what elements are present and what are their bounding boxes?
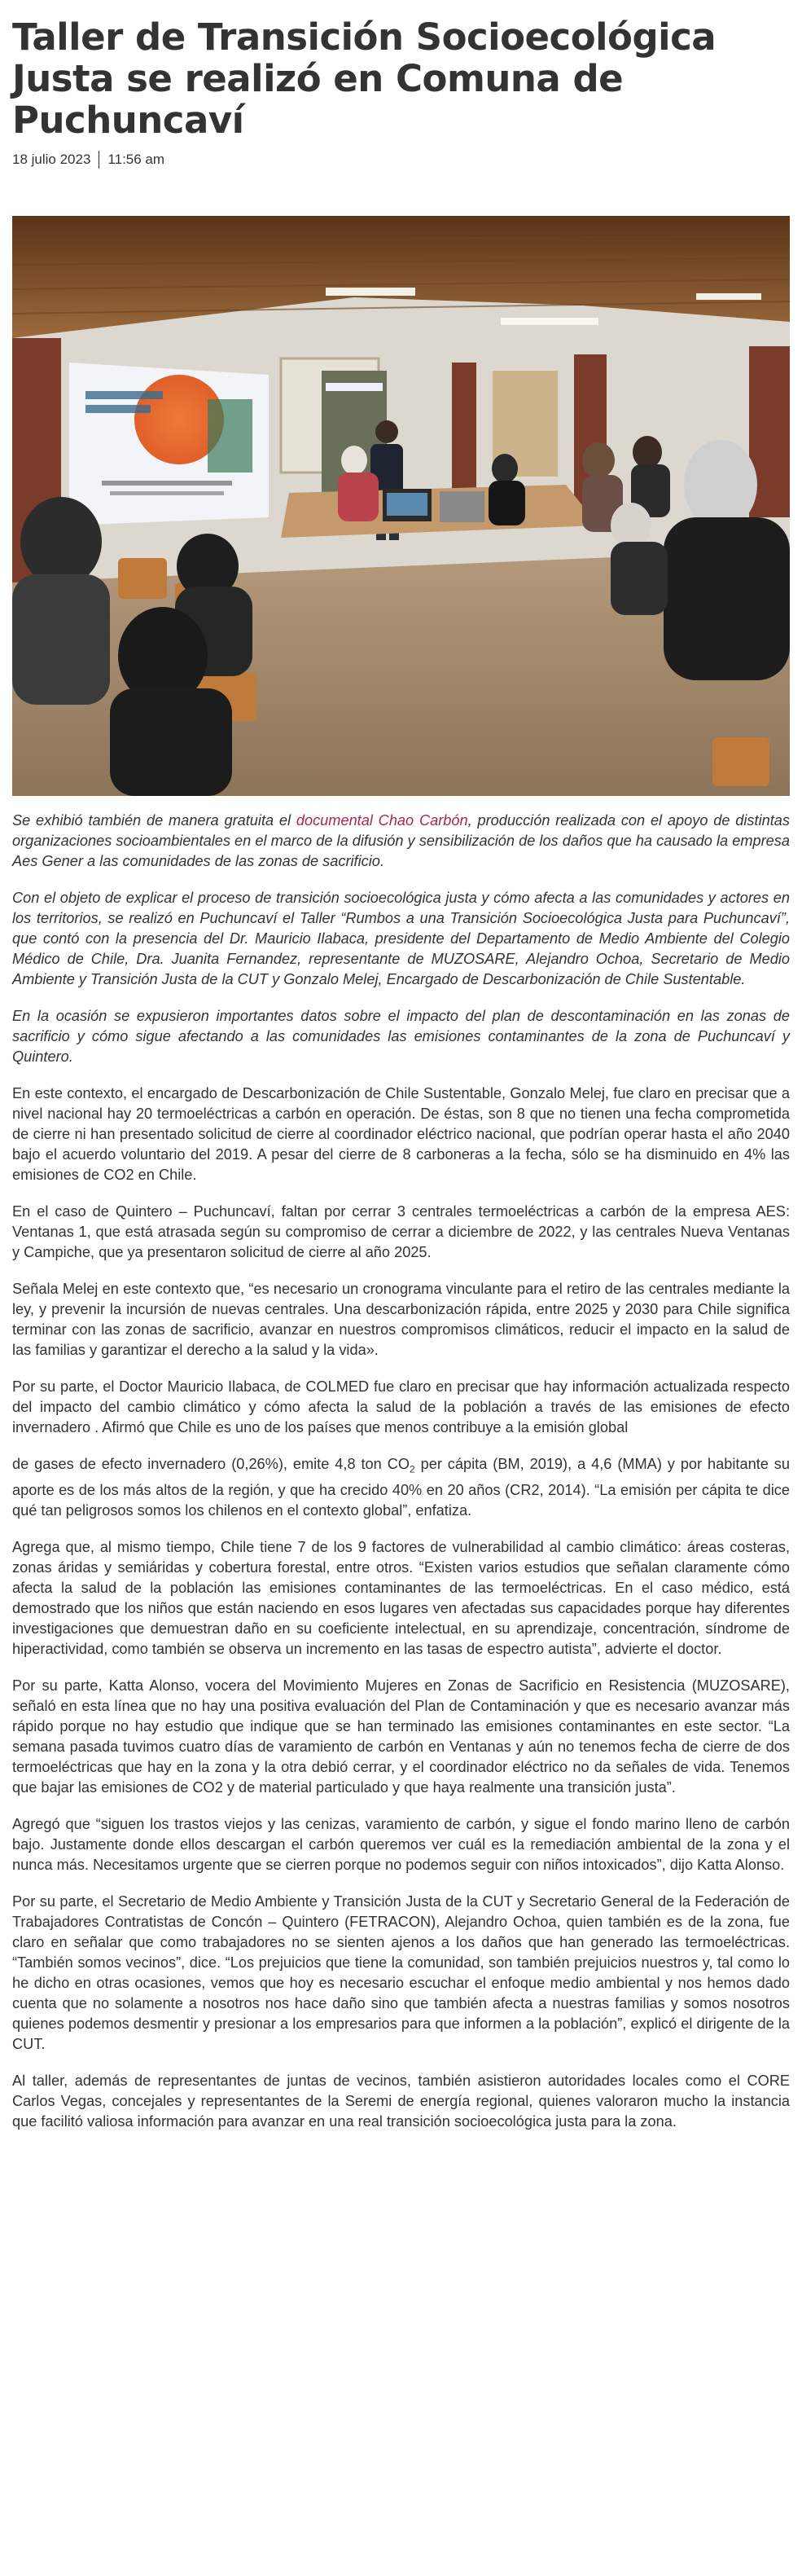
body-paragraph: Por su parte, Katta Alonso, vocera del Movimiento Mujeres en Zonas de Sacrificio en Resistencia (MUZOSARE), señaló en esta línea que no hay una positiva evaluación del Plan de Contaminación y que es necesario avanzar más rápido porque no hay estudio que indique que se han terminado las emisiones contaminantes en este sector. “La semana pasada tuvimos cuatro días de varamiento de carbón en Ventanas y aún no tenemos fecha de cierre de dos termoeléctricas que hay en la zona y la otra debió cerrar, y el coordinador eléctrico no da señales de vida. Tenemos que bajar las emisiones de CO2 y de material particulado y que haya realmente una transición justa”. (12, 1677, 790, 1796)
body-paragraph (12, 1454, 790, 1521)
article-photo (12, 216, 790, 796)
article-title: Taller de Transición Socioecológica Justa se realizó en Comuna de Puchuncaví (12, 15, 717, 142)
body-paragraph: En el caso de Quintero – Puchuncaví, faltan por cerrar 3 centrales termoeléctricas a carbón de la empresa AES: Ventanas 1, que está atrasada según su compromiso de cerrar a diciembre de 2022, y las centrales Nueva Ventanas y Campiche, que ya presentaron solicitud de cierre al año 2025. (12, 1203, 790, 1260)
intro-paragraph-1: Con el objeto de explicar el proceso de transición socioecológica justa y cómo afecta a las comunidades y actores en los territorios, se realizó en Puchuncaví el Taller “Rumbos a una Transición Socioecológica Justa para Puchuncaví”, que contó con la presencia del Dr. Mauricio Ilabaca, presidente del Departamento de Medio Ambiente del Colegio Médico de Chile, Dra. Juanita Fernandez, representante de MUZOSARE, Alejandro Ochoa, Secretario de Medio Ambiente y Transición Justa de la CUT y Gonzalo Melej, Encargado de Descarbonización de Chile Sustentable. (12, 890, 790, 987)
body-paragraph: Por su parte, el Secretario de Medio Ambiente y Transición Justa de la CUT y Secretario General de la Federación de Trabajadores Contratistas de Concón – Quintero (FETRACON), Alejandro Ochoa, quien también es de la zona, fue claro en señalar que como trabajadores no se sienten ajenos a los daños que han generado las termoeléctricas. “También somos vecinos”, dice. “Los prejuicios que tiene la comunidad, son también prejuicios nuestros y, tal como lo he dicho en otras ocasiones, vemos que hoy es necesario escuchar el enfoque medio ambiental y nos hemos dado cuenta que no solamente a nosotros nos hace daño sino que también afecta a nuestras familias y somos nosotros quienes podemos desmentir y presionar a los empresarios para que informen a la población”, explicó el dirigente de la CUT. (12, 1892, 790, 2052)
body-paragraph: Por su parte, el Doctor Mauricio Ilabaca, de COLMED fue claro en precisar que hay información actualizada respecto del impacto del cambio climático y cómo afecta la salud de la población a través de las emisiones de efecto invernadero . Afirmó que Chile es uno de los países que menos contribuye a la emisión global (12, 1378, 790, 1435)
article-date: 18 julio 2023 (12, 152, 91, 167)
body-paragraph: Agrega que, al mismo tiempo, Chile tiene 7 de los 9 factores de vulnerabilidad al cambio climático: áreas costeras, zonas áridas y semiáridas y cobertura forestal, entre otros. “Existen varios estudios que señalan claramente cómo afecta la salud de la población las emisiones contaminantes de las termoeléctricas. En el caso médico, está demostrado que los niños que están naciendo en esos lugares ven afectadas sus capacidades porque hay diferentes investigaciones que demuestran daño en su coeficiente intelectual, en su aprendizaje, concentración, síndrome de hiperactividad, como también se observa un incremento en las tasas de espectro autista”, advierte el doctor. (12, 1538, 790, 1657)
caption-before: Se exhibió también de manera gratuita el (12, 812, 296, 829)
article (12, 0, 790, 2132)
p5-text-a: de gases de efecto invernadero (0,26%), emite 4,8 ton CO (12, 1456, 410, 1472)
article-time: 11:56 am (107, 152, 165, 167)
documentary-link[interactable]: documental Chao Carbón (296, 812, 468, 829)
co2-subscript: 2 (409, 1463, 415, 1475)
article-meta (12, 151, 790, 169)
caption-after: , producción realizada con el apoyo de distintas organizaciones socioambientales en el marco de la difusión y sensibilización de los daños que ha causado la empresa Aes Gener a las comunidades de las zonas de sacrificio. (12, 812, 790, 869)
body-paragraph: Al taller, además de representantes de juntas de vecinos, también asistieron autoridades locales como el CORE Carlos Vegas, concejales y representantes de la Seremi de energía regional, quienes valoraron mucho la instancia que facilitó valiosa información para avanzar en una real transición socioecológica justa para la zona. (12, 2072, 790, 2130)
body-paragraph: Señala Melej en este contexto que, “es necesario un cronograma vinculante para el retiro de las centrales mediante la ley, y prevenir la incursión de nuevas centrales. Una descarbonización rápida, entre 2025 y 2030 para Chile significa terminar con las zonas de sacrificio, avanzar en nuestros compromisos climáticos, reducir el impacto en la salud de las familias y garantizar el derecho a la salud y la vida». (12, 1281, 790, 1358)
body-paragraph: En este contexto, el encargado de Descarbonización de Chile Sustentable, Gonzalo Melej, fue claro en precisar que a nivel nacional hay 20 termoeléctricas a carbón en operación. De éstas, son 8 que no tienen una fecha comprometida de cierre ni han presentado solicitud de cierre al coordinador eléctrico nacional, que podrían operar hasta el año 2040 bajo el acuerdo voluntario del 2019. A pesar del cierre de 8 carboneras a la fecha, sólo se ha disminuido en 4% las emisiones de CO2 en Chile. (12, 1085, 790, 1183)
p5-text-b: per cápita (BM, 2019), a 4,6 (MMA) y por habitante su aporte es de los más altos de la región, y que ha crecido 40% en 20 años (CR2, 2014). “La emisión per cápita te dice qué tan peligrosos somos los chilenos en el contexto global”, enfatiza. (12, 1456, 790, 1519)
photo-caption (12, 811, 790, 872)
body-paragraph: Agregó que “siguen los trastos viejos y las cenizas, varamiento de carbón, y sigue el fondo marino lleno de carbón bajo. Justamente donde ellos descargan el carbón queremos ver cuál es la remediación ambiental de la zona y el nunca más. Necesitamos urgente que se cierren porque no podemos seguir con niños intoxicados”, dijo Katta Alonso. (12, 1815, 790, 1873)
intro-paragraph-2: En la ocasión se expusieron importantes datos sobre el impacto del plan de descontaminación en las zonas de sacrificio y cómo sigue afectando a las comunidades las emisiones contaminantes de la zona de Puchuncaví y Quintero. (12, 1008, 790, 1065)
